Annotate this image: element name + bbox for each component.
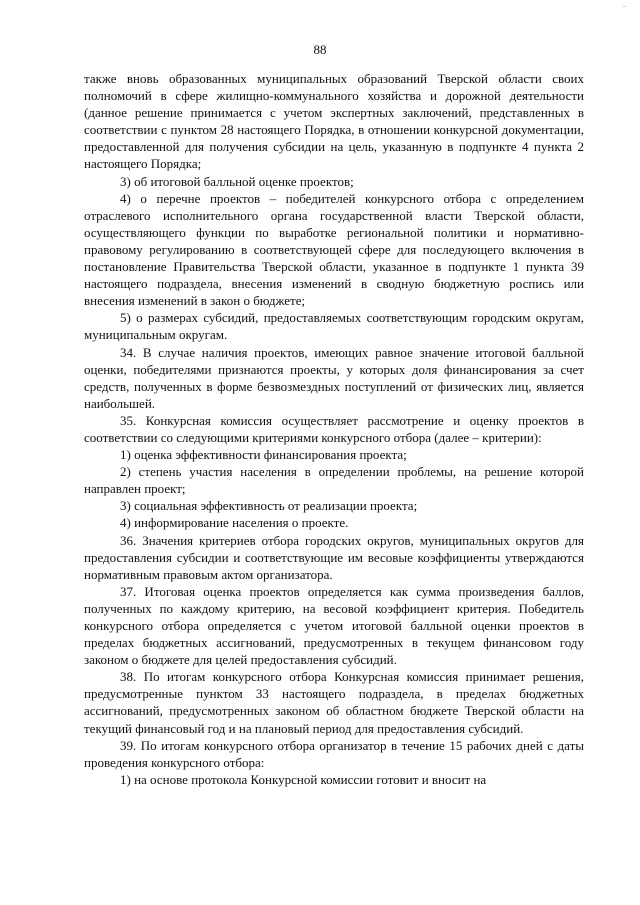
criterion-3: 3) социальная эффективность от реализации проекта;: [120, 498, 418, 514]
paragraph-item-4: 4) о перечне проектов – победителей конкурсного отбора с определением отраслевого исполнительного органа государственной власти Тверской области, осуществляющего функции по выработке региональной политики и нормативно-правовому регулированию в соответствующей сфере для последующего включения в постановление Правительства Тверской области, указанное в подпункте 1 пункта 39 настоящего подраздела, внесения изменений в сводную бюджетную роспись или внесения изменений в закон о бюджете;: [84, 190, 584, 309]
paragraph-34: 34. В случае наличия проектов, имеющих равное значение итоговой балльной оценки, победителями признаются проекты, у которых доля финансирования за счет средств, полученных в форме безвозмездных поступлений от физических лиц, является наибольшей.: [84, 344, 584, 411]
criterion-2: 2) степень участия населения в определении проблемы, на решение которой направлен проект;: [84, 464, 584, 497]
paragraph-36: 36. Значения критериев отбора городских округов, муниципальных округов для предоставления субсидии и соответствующие им весовые коэффициенты утверждаются нормативным правовым актом организатора.: [84, 532, 584, 582]
paragraph-item-5: 5) о размерах субсидий, предоставляемых соответствующим городским округам, муниципальным округам.: [84, 310, 584, 343]
paragraph-37: 37. Итоговая оценка проектов определяется как сумма произведения баллов, полученных по каждому критерию, на весовой коэффициент критерия. Победитель конкурсного отбора определяется с учетом итоговой балльной оценки проектов в пределах бюджетных ассигнований, предусмотренных в текущем финансовом году законом о бюджете для целей предоставления субсидий.: [84, 583, 584, 668]
paragraph-38: 38. По итогам конкурсного отбора Конкурсная комиссия принимает решения, предусмотренные пунктом 33 настоящего подраздела, в пределах бюджетных ассигнований, предусмотренных законом об областном бюджете Тверской области на текущий финансовый год и на плановый период для предоставления субсидий.: [84, 669, 584, 736]
paragraph-continuation: также вновь образованных муниципальных образований Тверской области своих полномочий в сфере жилищно-коммунального хозяйства и дорожной деятельности (данное решение принимается с учетом экспертных заключений, представленных в соответствии с пунктом 28 настоящего Порядка, в отношении конкурсной документации, предоставленной для получения субсидии на цель, указанную в подпункте 4 пункта 2 настоящего Порядка;: [84, 71, 584, 172]
criterion-1: 1) оценка эффективности финансирования проекта;: [120, 447, 407, 463]
paragraph-39-item-1: 1) на основе протокола Конкурсной комиссии готовит и вносит на: [120, 771, 487, 787]
criterion-4: 4) информирование населения о проекте.: [120, 515, 349, 531]
corner-mark: ‾: [623, 6, 626, 16]
paragraph-35: 35. Конкурсная комиссия осуществляет рассмотрение и оценку проектов в соответствии со следующими критериями конкурсного отбора (далее – критерии):: [84, 412, 584, 445]
paragraph-39: 39. По итогам конкурсного отбора организатор в течение 15 рабочих дней с даты проведения конкурсного отбора:: [84, 737, 584, 770]
page-number: 88: [313, 42, 327, 57]
paragraph-item-3: 3) об итоговой балльной оценке проектов;: [120, 173, 354, 189]
document-body: [84, 70, 584, 788]
